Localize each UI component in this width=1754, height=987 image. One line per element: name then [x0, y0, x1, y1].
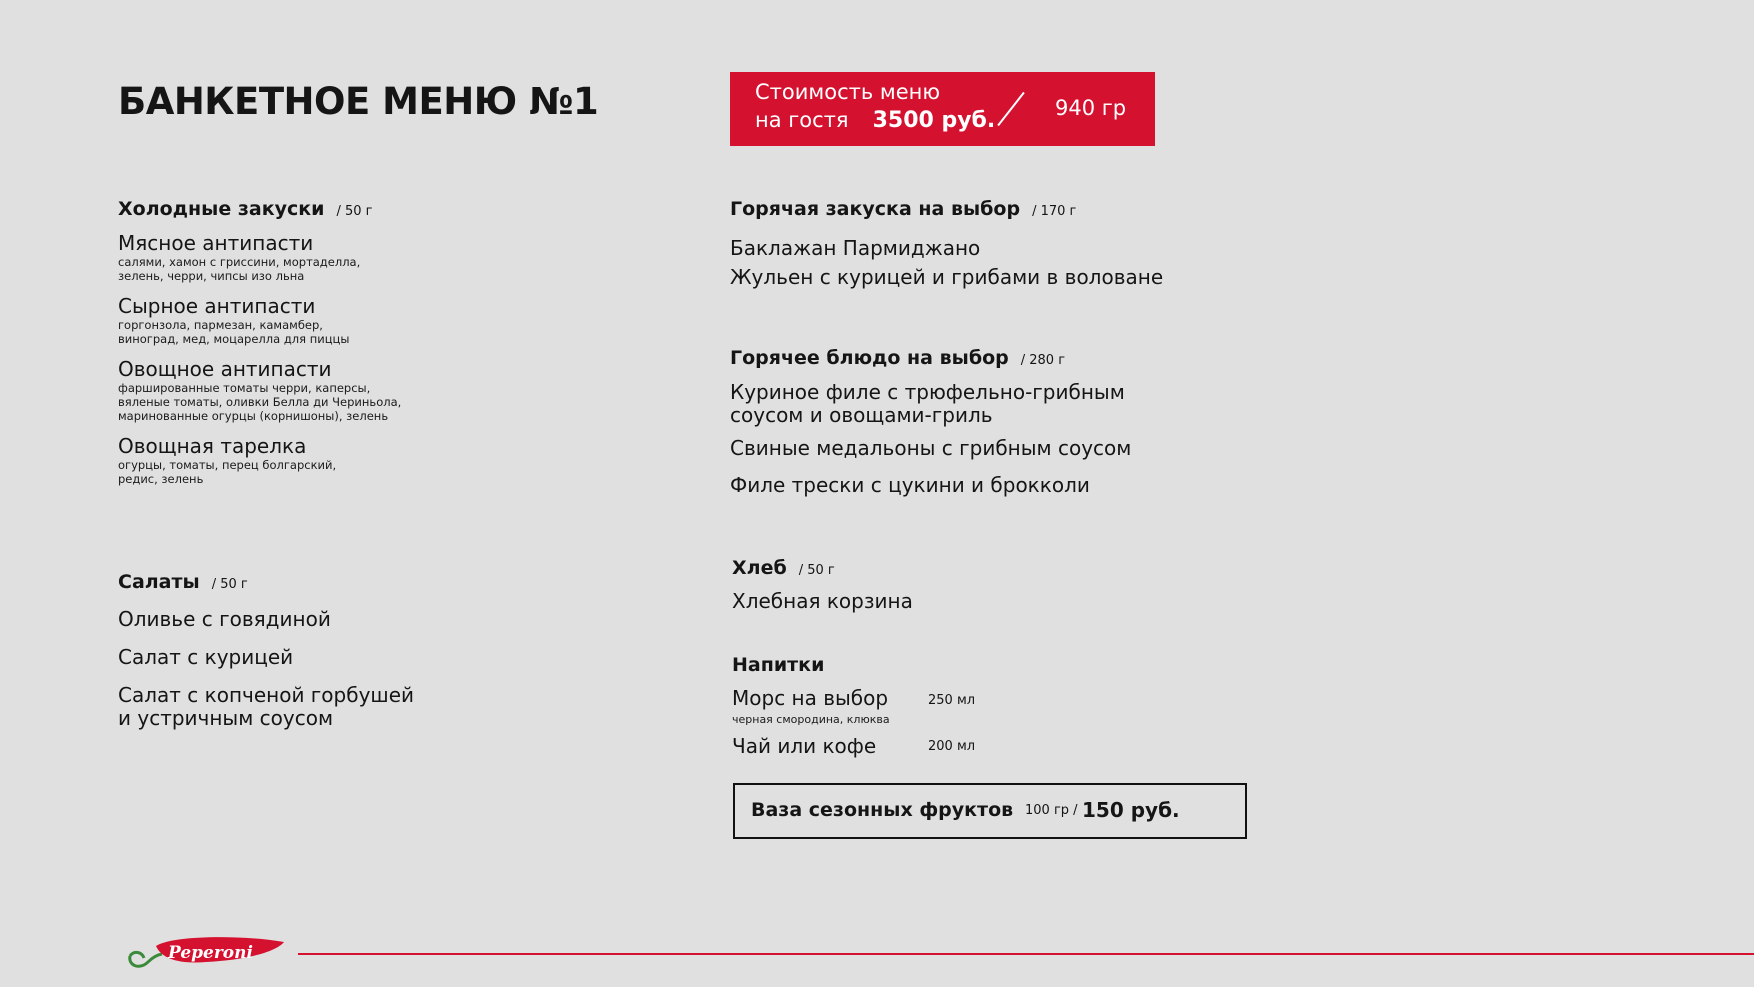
hot-main-item: Филе трески с цукини и брокколи: [730, 473, 1090, 497]
cold-item-desc: виноград, мед, моцарелла для пиццы: [118, 332, 350, 346]
cold-item: [118, 435, 336, 486]
peperoni-logo: [126, 934, 286, 972]
cold-item-name: Овощное антипасти: [118, 357, 332, 381]
cold-heading: [118, 198, 372, 220]
drink-volume: 200 мл: [928, 739, 976, 754]
cold-item-desc: фаршированные томаты черри, каперсы,: [118, 381, 371, 395]
cold-item: [118, 232, 360, 283]
cold-item: [118, 358, 401, 423]
cold-item-desc: вяленые томаты, оливки Белла ди Чериньола,: [118, 395, 402, 409]
bread-heading-text: Хлеб: [732, 557, 787, 579]
bread-weight: / 50 г: [798, 563, 835, 578]
fruit-name: Ваза сезонных фруктов: [751, 799, 1014, 821]
salad-item: Салат с копченой горбушей: [118, 683, 415, 707]
cold-weight: / 50 г: [336, 204, 373, 219]
footer-line: [298, 953, 1754, 955]
salad-item: Салат с курицей: [118, 645, 294, 669]
drinks-heading: Напитки: [732, 654, 825, 676]
hot-main-item: соусом и овощами-гриль: [730, 403, 993, 427]
cold-item-desc: маринованные огурцы (корнишоны), зелень: [118, 409, 389, 423]
drink-desc: черная смородина, клюква: [732, 713, 890, 726]
hot-starter-heading-text: Горячая закуска на выбор: [730, 198, 1021, 220]
cold-item-desc: горгонзола, пармезан, камамбер,: [118, 318, 323, 332]
cold-item-desc: салями, хамон с гриссини, мортаделла,: [118, 255, 361, 269]
hot-starter-weight: / 170 г: [1032, 204, 1077, 219]
bread-heading: [732, 557, 835, 579]
cold-item-name: Мясное антипасти: [118, 231, 314, 255]
hot-main-item: Свиные медальоны с грибным соусом: [730, 436, 1132, 460]
hot-main-heading: [730, 347, 1065, 369]
fruit-weight: 100 гр /: [1025, 803, 1078, 818]
salads-heading: [118, 571, 248, 593]
cold-item-desc: огурцы, томаты, перец болгарский,: [118, 458, 337, 472]
price-badge: [730, 72, 1155, 146]
bread-item: Хлебная корзина: [732, 589, 913, 613]
cold-item: [118, 295, 349, 346]
hot-main-heading-text: Горячее блюдо на выбор: [730, 347, 1009, 369]
hot-starter-item: Жульен с курицей и грибами в воловане: [730, 265, 1164, 289]
fruit-price: 150 руб.: [1082, 798, 1180, 822]
total-weight: 940 гр: [1055, 96, 1127, 120]
slash-divider: [997, 92, 1024, 126]
price-label-text: на гостя: [755, 108, 849, 132]
salads-heading-text: Салаты: [118, 571, 200, 593]
salads-weight: / 50 г: [211, 577, 248, 592]
page-title: БАНКЕТНОЕ МЕНЮ №1: [118, 80, 599, 123]
fruit-box: [733, 783, 1247, 839]
hot-starter-heading: [730, 198, 1076, 220]
price-amount: 3500 руб.: [872, 108, 996, 133]
price-label-line2: [755, 108, 995, 133]
hot-starter-item: Баклажан Пармиджано: [730, 236, 981, 260]
cold-item-desc: редис, зелень: [118, 472, 204, 486]
price-label-line1: Стоимость меню: [755, 80, 941, 104]
pepper-icon: [126, 934, 286, 972]
cold-item-name: Сырное антипасти: [118, 294, 316, 318]
drink-item-name: Морс на выбор: [732, 686, 889, 710]
hot-main-weight: / 280 г: [1020, 353, 1066, 368]
cold-heading-text: Холодные закуски: [118, 198, 325, 220]
drink-volume: 250 мл: [928, 693, 976, 708]
salad-item: Оливье с говядиной: [118, 607, 331, 631]
hot-main-item: Куриное филе с трюфельно-грибным: [730, 380, 1125, 404]
svg-text:Peperoni: Peperoni: [168, 943, 253, 963]
cold-item-name: Овощная тарелка: [118, 434, 307, 458]
salad-item: и устричным соусом: [118, 706, 334, 730]
drink-item-name: Чай или кофе: [732, 734, 877, 758]
cold-item-desc: зелень, черри, чипсы изо льна: [118, 269, 305, 283]
